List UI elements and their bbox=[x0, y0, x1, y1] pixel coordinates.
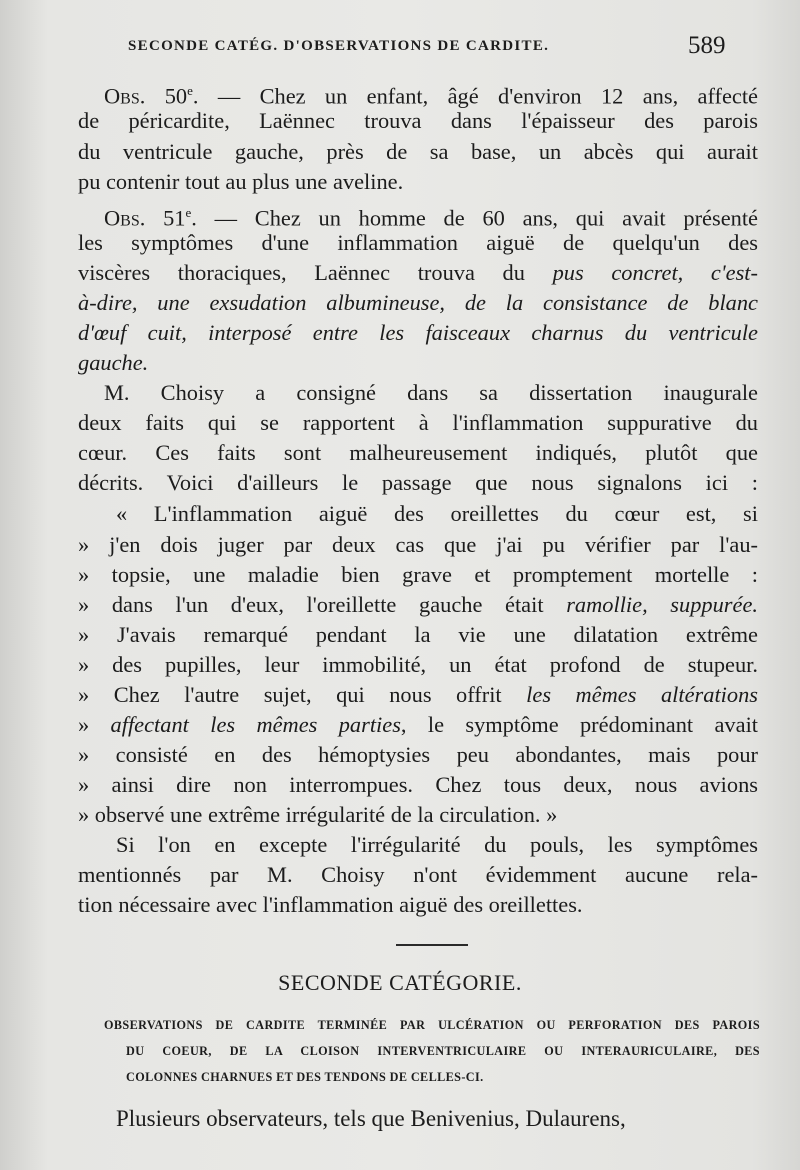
quote-text-4a: » dans l'un d'eux, l'oreillette gauche était bbox=[78, 592, 567, 617]
quote-italic-7b: les mêmes altérations bbox=[526, 682, 758, 707]
conclusion-line-3: tion nécessaire avec l'inflammation aiguë des oreillettes. bbox=[78, 892, 583, 917]
choisy-line-1: M. Choisy a consigné dans sa dissertation inaugurale bbox=[104, 380, 758, 405]
quote-line-7 bbox=[78, 680, 758, 710]
running-header bbox=[128, 38, 748, 55]
obs51-line-6: gauche. bbox=[78, 350, 149, 375]
final-line-1: Plusieurs observateurs, tels que Benivenius, Dulaurens, bbox=[116, 1106, 626, 1131]
obs50-label: Obs. 50 bbox=[104, 83, 188, 109]
obs51-label: Obs. 51 bbox=[104, 205, 186, 231]
obs50-line-4: pu contenir tout au plus une aveline. bbox=[78, 169, 404, 194]
conclusion-line-1: Si l'on en excepte l'irrégularité du pouls, les symptômes bbox=[116, 832, 758, 857]
quote-line-6: » des pupilles, leur immobilité, un état profond de stupeur. bbox=[78, 652, 758, 677]
quote-text-8c: , le symptôme prédominant avait bbox=[400, 712, 759, 737]
obs51-text-1: . — Chez un homme de 60 ans, qui avait présenté bbox=[191, 205, 758, 231]
category-desc-line-2: DU COEUR, DE LA CLOISON INTERVENTRICULAIRE OU INTERAURICULAIRE, DES bbox=[126, 1044, 760, 1058]
quote-line-9: » consisté en des hémoptysies peu abondantes, mais pour bbox=[78, 742, 758, 767]
quote-line-10: » ainsi dire non interrompues. Chez tous deux, nous avions bbox=[78, 772, 758, 797]
section-divider bbox=[396, 944, 468, 946]
quote-line-11: » observé une extrême irrégularité de la circulation. » bbox=[78, 802, 558, 827]
quote-line-2: » j'en dois juger par deux cas que j'ai pu vérifier par l'au- bbox=[78, 532, 758, 557]
quote-text-7a: » Chez l'autre sujet, qui nous offrit bbox=[78, 682, 527, 707]
obs50-text-1: . — Chez un enfant, âgé d'environ 12 ans, affecté bbox=[192, 83, 758, 109]
quote-line-3: » topsie, une maladie bien grave et promptement mortelle : bbox=[78, 562, 758, 587]
running-title: SECONDE CATÉG. D'OBSERVATIONS DE CARDITE. bbox=[128, 38, 550, 54]
obs50-ordinal: e bbox=[187, 83, 193, 98]
category-desc-line-1: OBSERVATIONS DE CARDITE TERMINÉE PAR ULCÉRATION OU PERFORATION DES PAROIS bbox=[104, 1018, 760, 1032]
quote-line-5: » J'avais remarqué pendant la vie une dilatation extrême bbox=[78, 622, 758, 647]
choisy-line-3: cœur. Ces faits sont malheureusement indiqués, plutôt que bbox=[78, 440, 758, 465]
quote-italic-8b: affectant les mêmes parties bbox=[110, 712, 401, 737]
category-desc-line-3: COLONNES CHARNUES ET DES TENDONS DE CELLES-CI. bbox=[126, 1070, 484, 1084]
quote-line-4 bbox=[78, 590, 758, 620]
obs50-line-3: du ventricule gauche, près de sa base, un abcès qui aurait bbox=[78, 139, 758, 164]
obs51-text-3a: viscères thoraciques, Laënnec trouva du bbox=[78, 260, 553, 285]
category-title: SECONDE CATÉGORIE. bbox=[278, 970, 522, 995]
obs50-line-2: de péricardite, Laënnec trouva dans l'épaisseur des parois bbox=[78, 108, 758, 133]
obs51-line-5: d'œuf cuit, interposé entre les faisceaux charnus du ventricule bbox=[78, 320, 758, 345]
choisy-line-2: deux faits qui se rapportent à l'inflammation suppurative du bbox=[78, 410, 758, 435]
obs51-italic-3b: pus concret, c'est- bbox=[552, 260, 758, 285]
quote-text-8a: » bbox=[78, 712, 111, 737]
quote-line-1: « L'inflammation aiguë des oreillettes du cœur est, si bbox=[116, 501, 758, 526]
quote-line-8 bbox=[78, 710, 758, 740]
quote-italic-4b: ramollie, suppurée. bbox=[566, 592, 758, 617]
page-number: 589 bbox=[688, 32, 726, 59]
obs51-line-3 bbox=[78, 258, 758, 288]
obs51-line-2: les symptômes d'une inflammation aiguë de quelqu'un des bbox=[78, 230, 758, 255]
obs51-line-4: à-dire, une exsudation albumineuse, de la consistance de blanc bbox=[78, 290, 758, 315]
choisy-line-4: décrits. Voici d'ailleurs le passage que nous signalons ici : bbox=[78, 470, 758, 495]
conclusion-line-2: mentionnés par M. Choisy n'ont évidemment aucune rela- bbox=[78, 862, 758, 887]
obs51-ordinal: e bbox=[185, 205, 192, 220]
